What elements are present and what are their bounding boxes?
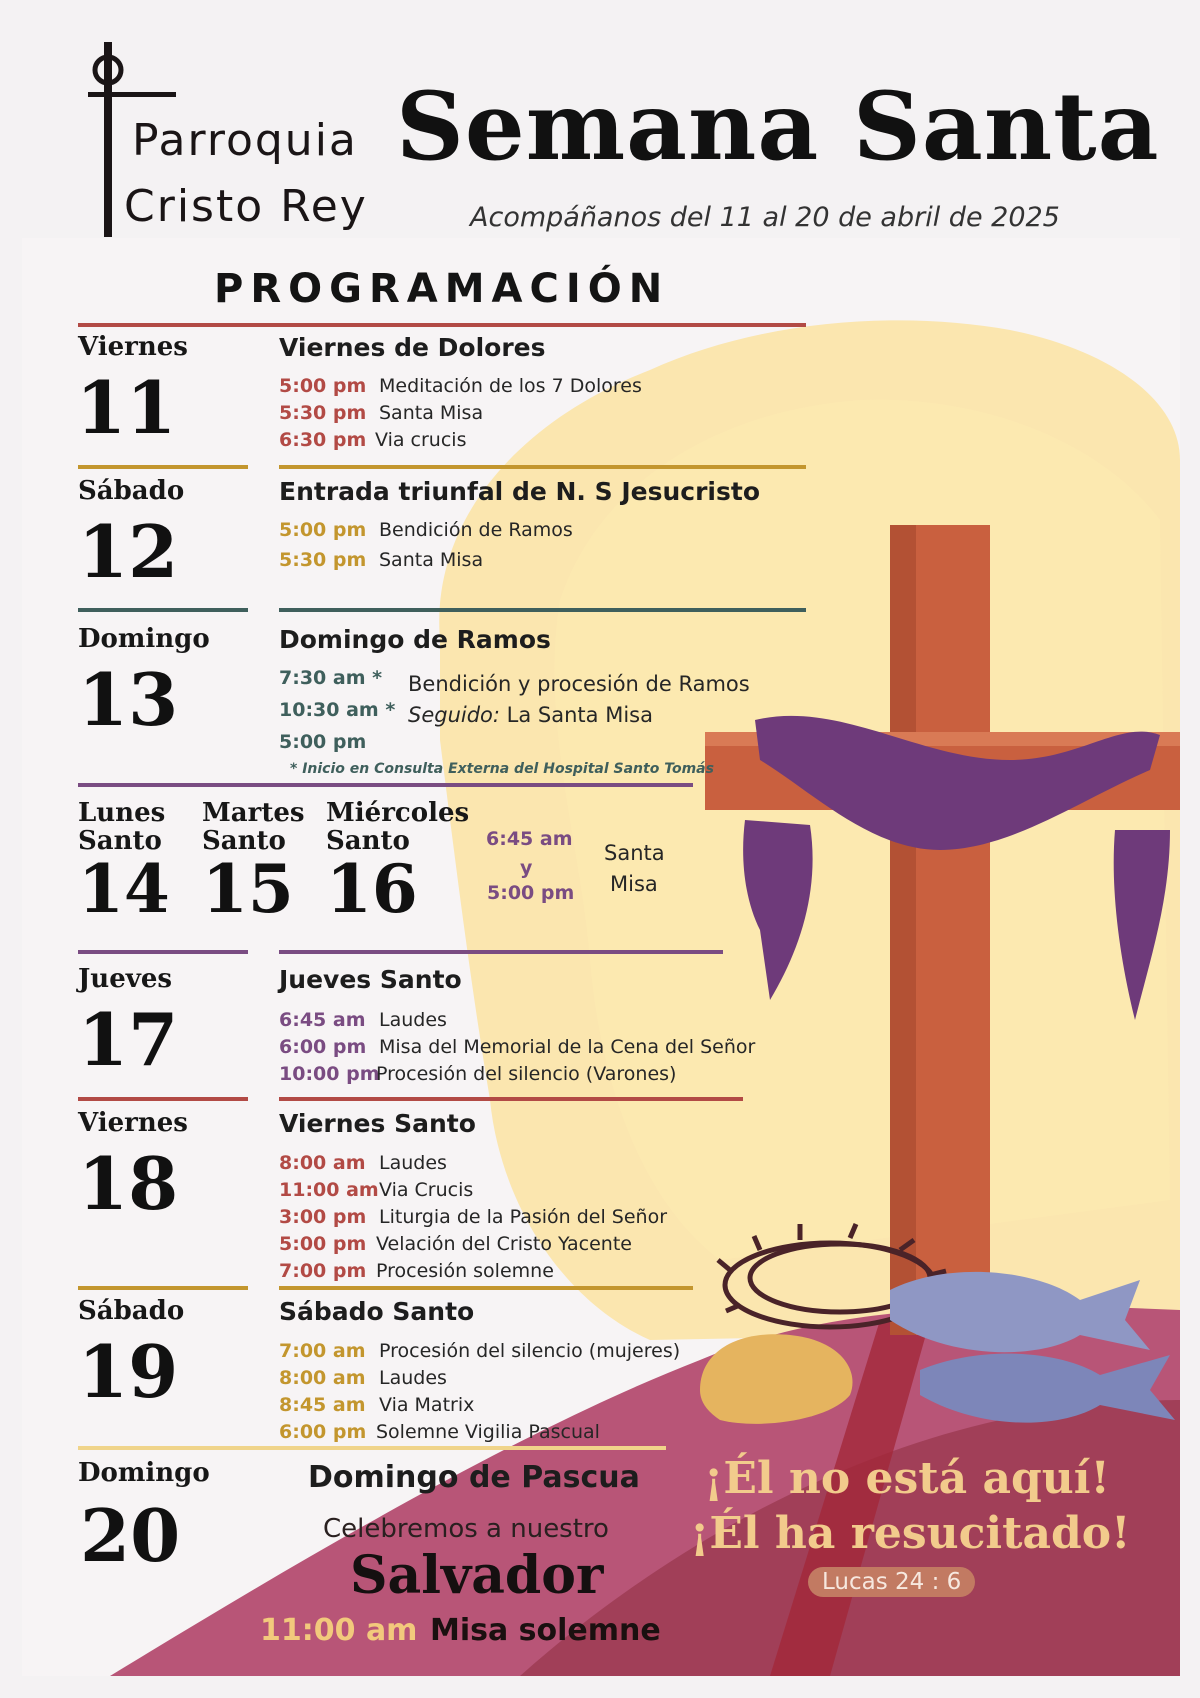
event-desc-followup xyxy=(408,703,653,727)
event-time: 8:45 am xyxy=(279,1394,366,1416)
event-desc: Laudes xyxy=(379,1367,447,1389)
celebration-line: Celebremos a nuestro xyxy=(323,1514,609,1544)
day-number: 19 xyxy=(78,1329,179,1414)
day-name: Jueves xyxy=(78,964,173,994)
day-name: Miércoles xyxy=(326,798,470,828)
parish-name-line1: Parroquia xyxy=(132,115,358,166)
event-time: 8:00 am xyxy=(279,1152,366,1174)
event-time: 5:30 pm xyxy=(279,402,367,424)
divider xyxy=(78,323,806,327)
quote-reference: Lucas 24 : 6 xyxy=(808,1567,975,1597)
event-desc: Bendición de Ramos xyxy=(379,519,573,541)
day-name: Domingo xyxy=(78,1458,210,1488)
followup-text: La Santa Misa xyxy=(506,703,653,727)
event-title: Sábado Santo xyxy=(279,1297,475,1326)
event-time: 6:00 pm xyxy=(279,1421,367,1443)
event-desc: Santa Misa xyxy=(379,549,484,571)
event-time: 5:00 pm xyxy=(279,1233,367,1255)
day-number: 17 xyxy=(78,997,179,1082)
day-number: 18 xyxy=(78,1141,179,1226)
sunlight-wash-inner xyxy=(554,400,1170,1260)
programacion-heading: PROGRAMACIÓN xyxy=(214,266,670,312)
day-number: 20 xyxy=(80,1493,181,1578)
event-time: 5:00 pm xyxy=(279,375,367,397)
event-desc: Via Matrix xyxy=(379,1394,475,1416)
event-desc: Procesión del silencio (mujeres) xyxy=(379,1340,681,1362)
event-time: 6:45 am xyxy=(486,828,573,850)
event-desc: Via crucis xyxy=(375,429,467,451)
event-title: Domingo de Pascua xyxy=(308,1460,640,1495)
day-name: Sábado xyxy=(78,476,185,506)
day-name: Viernes xyxy=(78,332,188,362)
day-name: Sábado xyxy=(78,1296,185,1326)
day-name: Viernes xyxy=(78,1108,188,1138)
event-time: 6:00 pm xyxy=(279,1036,367,1058)
event-desc: Santa Misa xyxy=(379,402,484,424)
event-desc: Procesión solemne xyxy=(376,1260,554,1282)
day-name: Santo xyxy=(326,826,410,856)
event-time: 5:00 pm xyxy=(279,731,367,753)
event-time: 10:00 pm xyxy=(279,1063,380,1085)
followup-label: Seguido: xyxy=(408,703,500,727)
day-name: Domingo xyxy=(78,624,210,654)
event-time: 6:30 pm xyxy=(279,429,367,451)
quote-line2: ¡Él ha resucitado! xyxy=(690,1508,1131,1559)
divider xyxy=(78,1097,248,1101)
divider xyxy=(78,1286,248,1290)
event-desc: Misa del Memorial de la Cena del Señor xyxy=(379,1036,756,1058)
quote-line1: ¡Él no está aquí! xyxy=(704,1453,1110,1504)
event-time: 6:45 am xyxy=(279,1009,366,1031)
event-time: 5:00 pm xyxy=(279,519,367,541)
day-number: 14 xyxy=(78,850,170,928)
event-desc: Laudes xyxy=(379,1152,447,1174)
event-desc: Meditación de los 7 Dolores xyxy=(379,375,642,397)
divider xyxy=(279,950,723,954)
day-number: 16 xyxy=(326,850,418,928)
event-desc: Procesión del silencio (Varones) xyxy=(376,1063,677,1085)
event-time: 7:00 am xyxy=(279,1340,366,1362)
event-desc: Laudes xyxy=(379,1009,447,1031)
day-number: 12 xyxy=(78,509,179,594)
salvador-text: Salvador xyxy=(350,1545,604,1606)
event-time: 5:00 pm xyxy=(487,882,575,904)
event-time: 7:00 pm xyxy=(279,1260,367,1282)
divider xyxy=(78,1446,666,1450)
event-time-and: y xyxy=(520,857,533,879)
event-time: 3:00 pm xyxy=(279,1206,367,1228)
footnote: * Inicio en Consulta Externa del Hospital Santo Tomás xyxy=(290,761,714,777)
page-title: Semana Santa xyxy=(396,72,1160,182)
day-number: 11 xyxy=(76,365,177,450)
event-desc: Misa solemne xyxy=(430,1613,661,1648)
event-time: 7:30 am * xyxy=(279,667,383,689)
event-desc: Santa xyxy=(604,841,665,865)
event-title: Viernes de Dolores xyxy=(279,333,546,362)
divider xyxy=(78,465,248,469)
day-number: 15 xyxy=(202,850,294,928)
event-title: Viernes Santo xyxy=(279,1109,476,1138)
event-title: Jueves Santo xyxy=(279,965,462,994)
day-name: Martes xyxy=(202,798,305,828)
divider xyxy=(78,783,693,787)
divider xyxy=(279,1286,693,1290)
day-number: 13 xyxy=(78,657,179,742)
event-time: 5:30 pm xyxy=(279,549,367,571)
divider xyxy=(279,1097,743,1101)
event-desc: Misa xyxy=(610,872,658,896)
divider xyxy=(78,950,248,954)
day-name: Santo xyxy=(202,826,286,856)
divider xyxy=(279,608,806,612)
event-time: 11:00 am xyxy=(260,1613,418,1648)
divider xyxy=(279,465,806,469)
event-time: 8:00 am xyxy=(279,1367,366,1389)
divider xyxy=(78,608,248,612)
event-time: 11:00 am xyxy=(279,1179,379,1201)
parish-name-line2: Cristo Rey xyxy=(124,181,368,232)
event-title: Entrada triunfal de N. S Jesucristo xyxy=(279,477,761,506)
event-desc: Velación del Cristo Yacente xyxy=(376,1233,632,1255)
event-desc: Via Crucis xyxy=(379,1179,474,1201)
page-subtitle: Acompáñanos del 11 al 20 de abril de 2025 xyxy=(470,202,1060,233)
event-desc: Solemne Vigilia Pascual xyxy=(376,1421,600,1443)
day-name: Lunes xyxy=(78,798,166,828)
event-title: Domingo de Ramos xyxy=(279,625,551,654)
day-name: Santo xyxy=(78,826,162,856)
event-time: 10:30 am * xyxy=(279,699,396,721)
event-desc: Liturgia de la Pasión del Señor xyxy=(379,1206,668,1228)
event-desc: Bendición y procesión de Ramos xyxy=(408,672,750,696)
